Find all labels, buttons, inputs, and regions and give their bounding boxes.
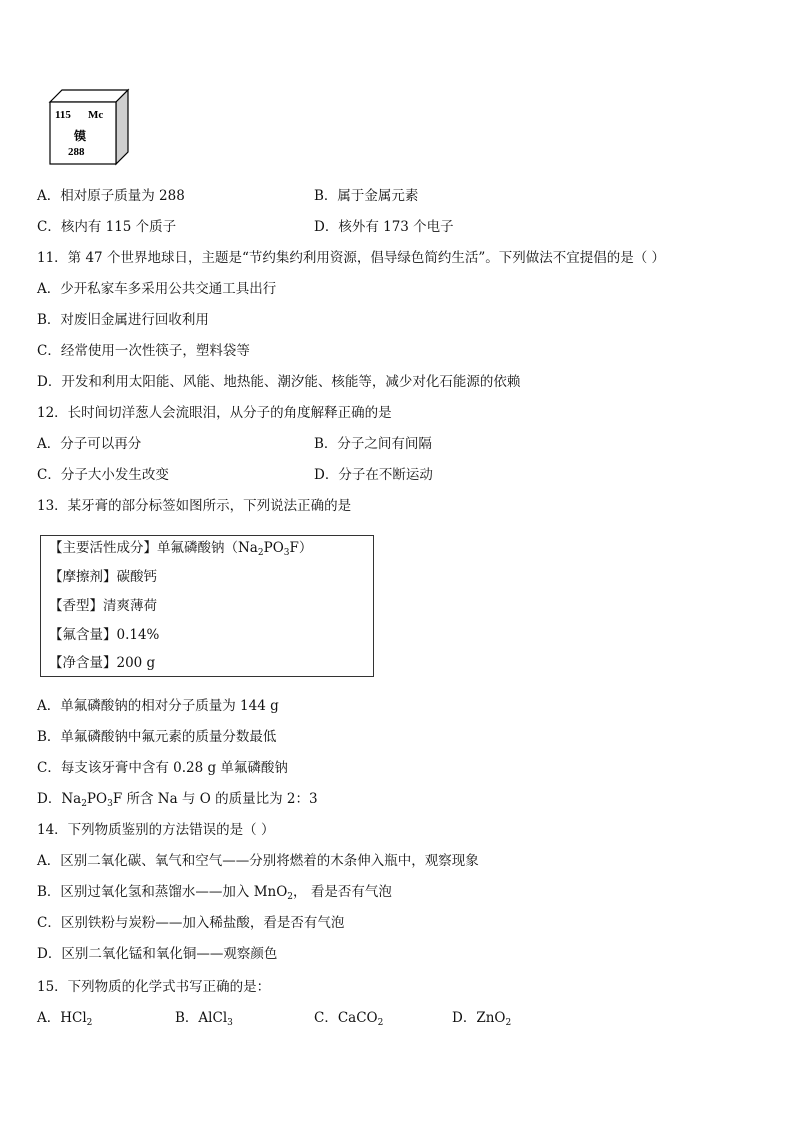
element-number: 115 — [55, 109, 71, 121]
q11-option-a: A．少开私家车多采用公共交通工具出行 — [37, 281, 277, 297]
q11-option-d: D．开发和利用太阳能、风能、地热能、潮汐能、核能等，减少对化石能源的依赖 — [37, 374, 521, 390]
q10-option-c: C．核内有 115 个质子 — [37, 219, 177, 235]
q15-option-a: A．HCl$_2$ — [37, 1010, 93, 1028]
q10-option-b: B．属于金属元素 — [314, 188, 419, 204]
q13-option-c: C．每支该牙膏中含有 0.28 g 单氟磷酸钠 — [37, 760, 288, 776]
q11-option-b: B．对废旧金属进行回收利用 — [37, 312, 209, 328]
q12-option-c: C．分子大小发生改变 — [37, 467, 169, 483]
q11-stem: 11．第 47 个世界地球日，主题是“节约集约利用资源，倡导绿色简约生活”。下列做法不宜提倡的是（ ） — [37, 250, 666, 266]
q12-option-d: D．分子在不断运动 — [314, 467, 433, 483]
q15-option-d: D．ZnO$_2$ — [452, 1010, 512, 1028]
q14-option-c: C．区别铁粉与炭粉——加入稀盐酸，看是否有气泡 — [37, 915, 345, 931]
q13-stem: 13．某牙膏的部分标签如图所示，下列说法正确的是 — [37, 498, 352, 514]
label-row-flavor: 【香型】清爽薄荷 — [49, 598, 157, 614]
q15-stem: 15．下列物质的化学式书写正确的是： — [37, 979, 271, 995]
q14-option-a: A．区别二氧化碳、氧气和空气——分别将燃着的木条伸入瓶中，观察现象 — [37, 853, 479, 869]
element-name: 镆 — [74, 129, 87, 143]
q14-stem: 14．下列物质鉴别的方法错误的是（ ） — [37, 822, 275, 838]
element-symbol: Mc — [88, 109, 104, 121]
q10-option-a: A．相对原子质量为 288 — [37, 188, 185, 204]
q11-option-c: C．经常使用一次性筷子，塑料袋等 — [37, 343, 250, 359]
q15-option-b: B．AlCl$_3$ — [175, 1010, 233, 1028]
q13-option-b: B．单氟磷酸钠中氟元素的质量分数最低 — [37, 729, 277, 745]
label-row-abrasive: 【摩擦剂】碳酸钙 — [49, 569, 157, 585]
label-row-active-ingredient: 【主要活性成分】单氟磷酸钠$(Na_2PO_3F)$ — [49, 540, 313, 558]
q10-option-d: D．核外有 173 个电子 — [314, 219, 454, 235]
q12-stem: 12．长时间切洋葱人会流眼泪，从分子的角度解释正确的是 — [37, 405, 392, 421]
q14-option-d: D．区别二氧化锰和氧化铜——观察颜色 — [37, 946, 278, 962]
q15-option-c: C．CaCO$_2$ — [314, 1010, 384, 1028]
q13-option-a: A．单氟磷酸钠的相对分子质量为 144 g — [37, 698, 279, 714]
q12-option-b: B．分子之间有间隔 — [314, 436, 432, 452]
element-card — [48, 88, 130, 168]
element-cube-drawing — [48, 88, 130, 168]
label-row-net-weight: 【净含量】200 g — [49, 655, 156, 671]
label-row-fluoride: 【氟含量】0.14% — [49, 627, 160, 643]
toothpaste-label — [40, 535, 374, 677]
q12-option-a: A．分子可以再分 — [37, 436, 142, 452]
q14-option-b: B．区别过氧化氢和蒸馏水——加入 MnO$_2$， 看是否有气泡 — [37, 884, 392, 902]
element-mass: 288 — [68, 146, 85, 158]
q13-option-d: D．$Na_2PO_3F$ 所含 Na 与 O 的质量比为 2：3 — [37, 791, 318, 809]
